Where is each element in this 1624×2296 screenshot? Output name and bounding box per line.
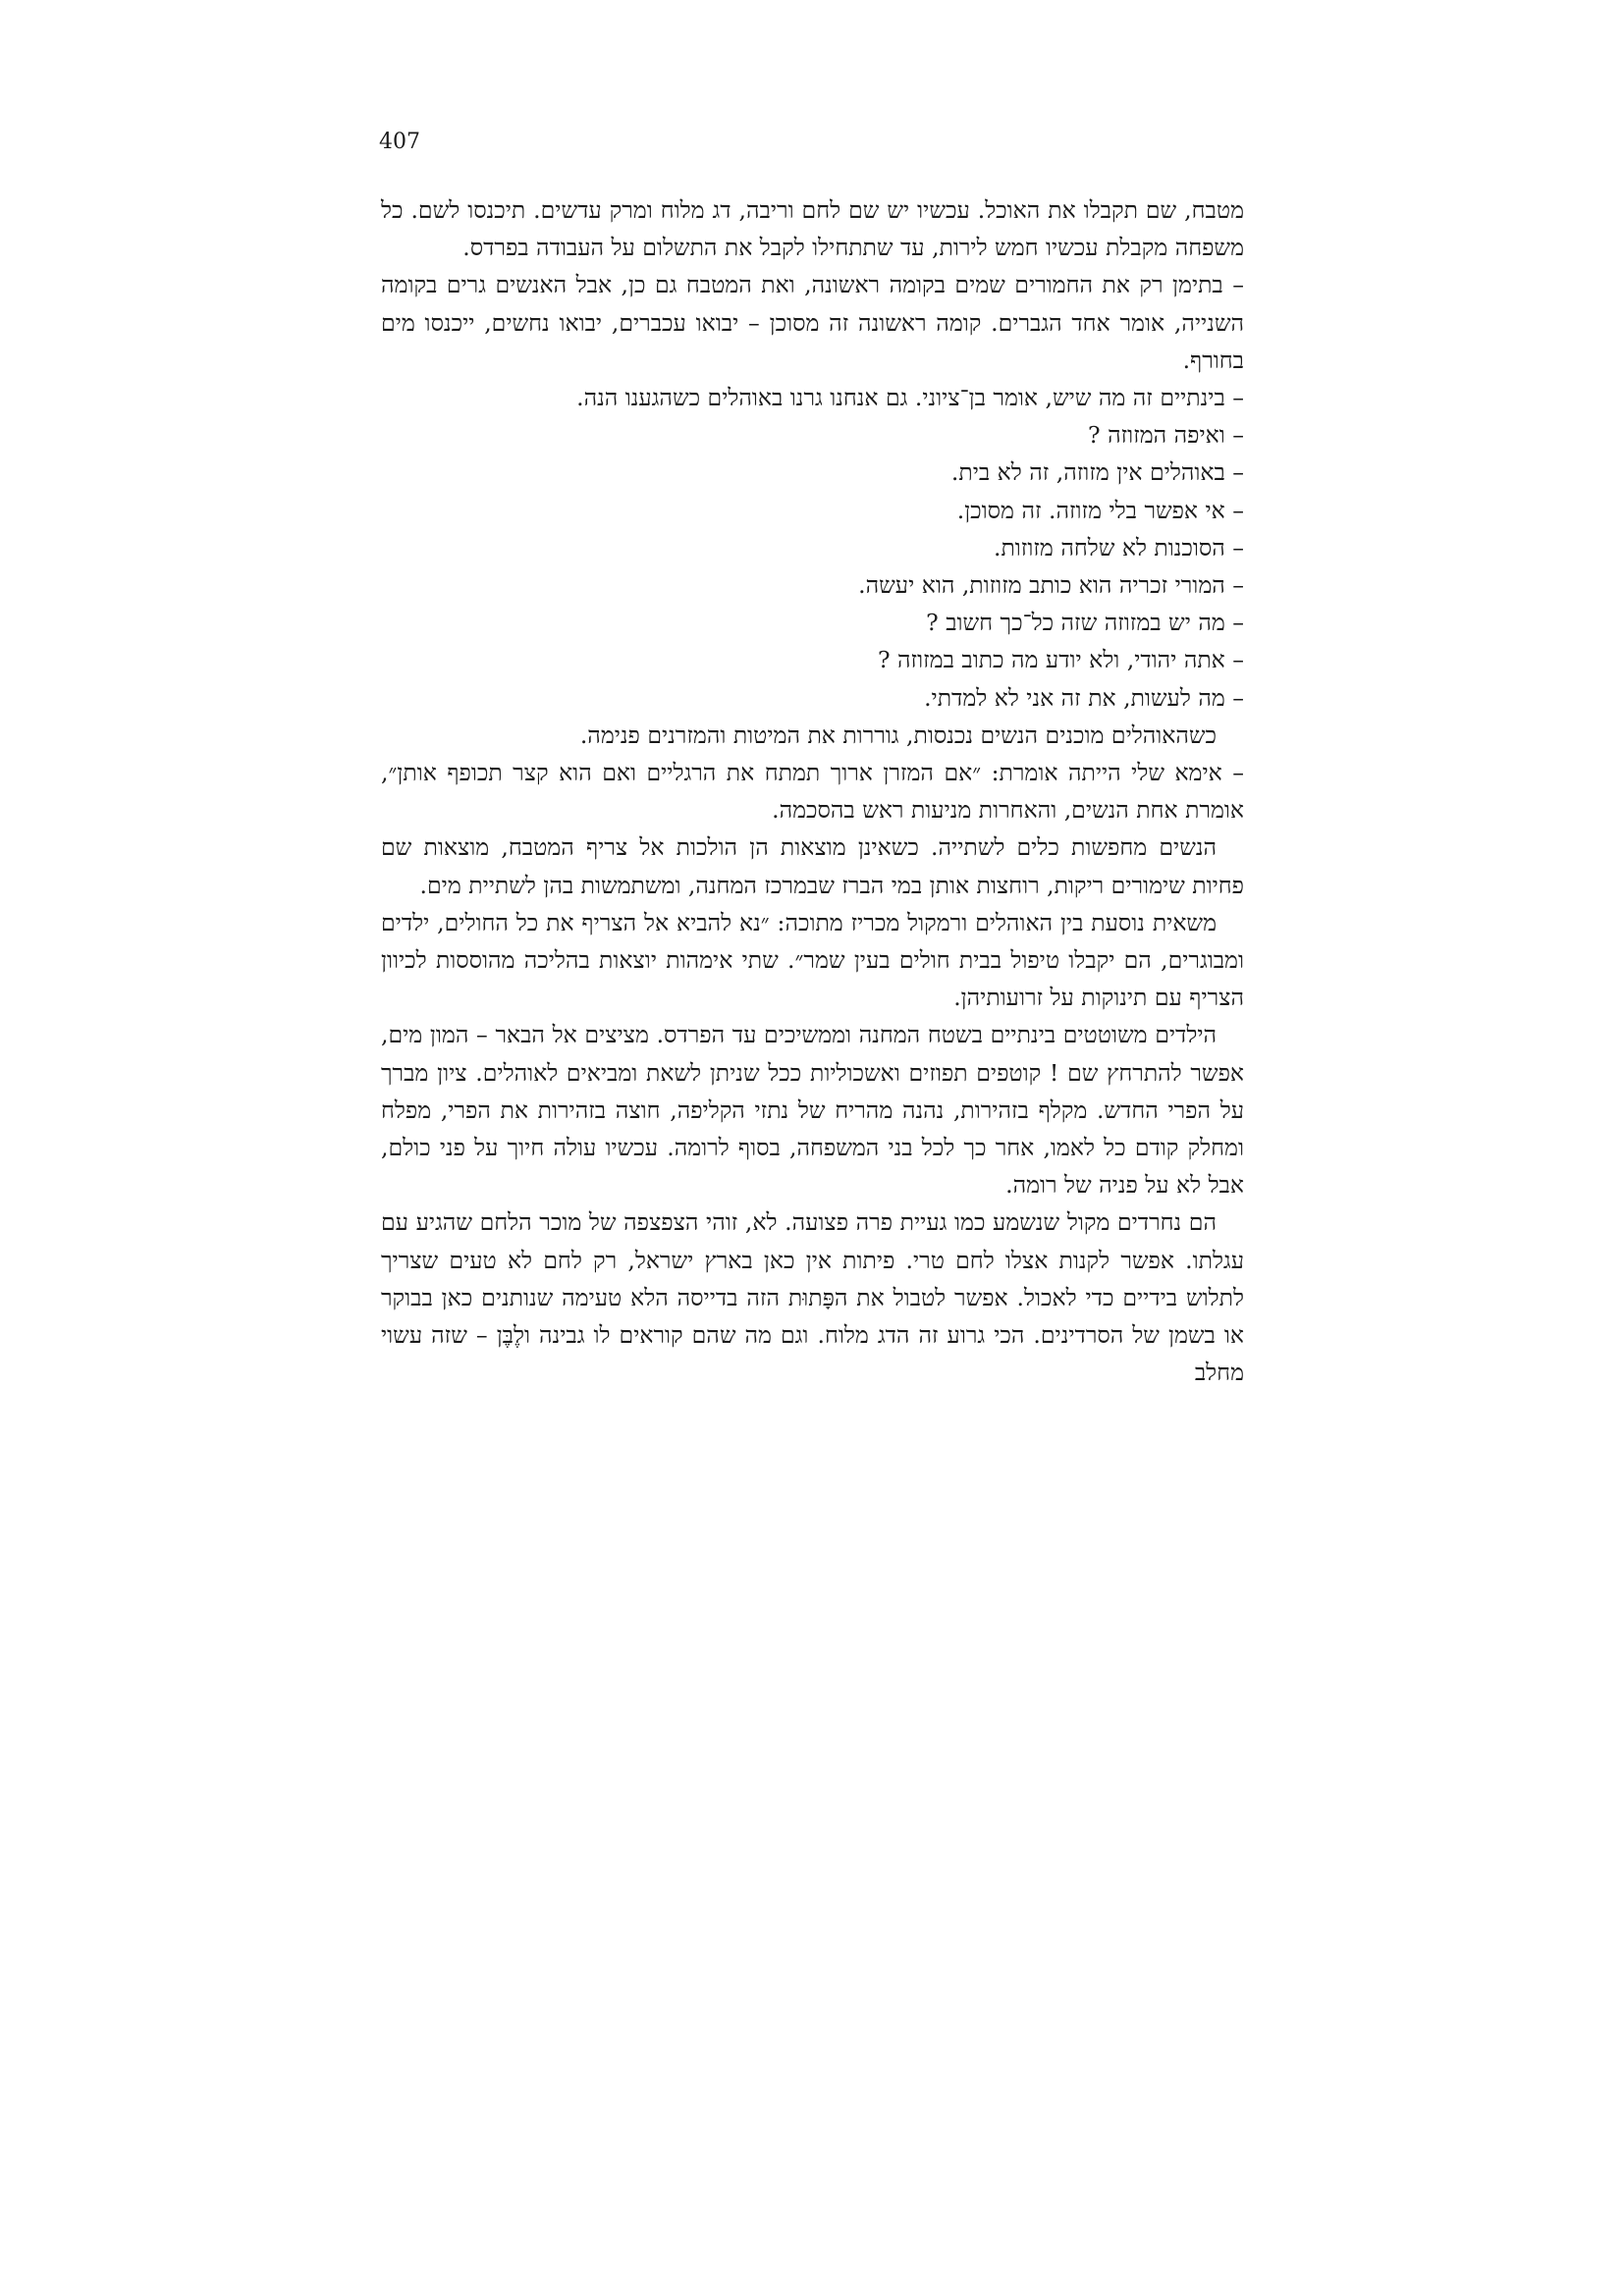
dialog-line: – באוהלים אין מזוזה, זה לא בית. — [950, 458, 1244, 487]
dialog-line: – אי אפשר בלי מזוזה. זה מסוכן. — [956, 496, 1244, 524]
dialog-line: – בינתיים זה מה שיש, אומר בן־ציוני. גם אנחנו גרנו באוהלים כשהגענו הנה. — [576, 384, 1244, 412]
body-text — [381, 191, 1244, 1392]
dialog-line: – בתימן רק את החמורים שמים בקומה ראשונה, ואת המטבח גם כן, אבל האנשים גרים בקומה השנייה, אומר אחד הגברים. קומה ראשונה זה מסוכן – יבואו עכברים, יבואו נחשים, ייכנסו מים בחורף. — [381, 271, 1244, 374]
paragraph: הילדים משוטטים בינתיים בשטח המחנה וממשיכים עד הפרדס. מציצים אל הבאר – המון מים, אפשר להתרחץ שם ! קוטפים תפוזים ואשכוליות ככל שניתן לשאת ומביאים לאוהלים. ציון מברך על הפרי החדש. מקלף בזהירות, נהנה מהריח של נתזי הקליפה, חוצה בזהירות את הפרי, מפלח ומחלק קודם כל לאמו, אחר כך לכל בני המשפחה, בסוף לרומה. עכשיו עולה חיוך על פני כולם, אבל לא על פניה של רומה. — [381, 1021, 1244, 1200]
paragraph: משאית נוסעת בין האוהלים ורמקול מכריז מתוכה: ״נא להביא אל הצריף את כל החולים, ילדים ומבוגרים, הם יקבלו טיפול בבית חולים בעין שמר״. שתי אימהות יוצאות בהליכה מהוססות לכיוון הצריף עם תינוקות על זרועותיהן. — [381, 908, 1244, 1012]
dialog-line: – ואיפה המזוזה ? — [1088, 421, 1244, 450]
paragraph: הנשים מחפשות כלים לשתייה. כשאינן מוצאות הן הולכות אל צריף המטבח, מוצאות שם פחיות שימורים ריקות, רוחצות אותן במי הברז שבמרכז המחנה, ומשתמשות בהן לשתיית מים. — [381, 833, 1244, 899]
dialog-line: – אימא שלי הייתה אומרת: ״אם המזרן ארוך תמתח את הרגליים ואם הוא קצר תכופף אותן״, אומרת אחת הנשים, והאחרות מניעות ראש בהסכמה. — [381, 759, 1244, 825]
dialog-line: – המורי זכריה הוא כותב מזוזות, הוא יעשה. — [858, 571, 1244, 600]
paragraph: מטבח, שם תקבלו את האוכל. עכשיו יש שם לחם וריבה, דג מלוח ומרק עדשים. תיכנסו לשם. כל משפחה מקבלת עכשיו חמש לירות, עד שתתחילו לקבל את התשלום על העבודה בפרדס. — [381, 196, 1244, 262]
dialog-line: – הסוכנות לא שלחה מזוזות. — [993, 533, 1244, 561]
dialog-line: – מה לעשות, את זה אני לא למדתי. — [924, 683, 1244, 712]
dialog-line: – אתה יהודי, ולא יודע מה כתוב במזוזה ? — [877, 646, 1244, 674]
dialog-line: – מה יש במזוזה שזה כל־כך חשוב ? — [926, 609, 1244, 637]
page-number: 407 — [379, 130, 420, 154]
paragraph: כשהאוהלים מוכנים הנשים נכנסות, גוררות את המיטות והמזרנים פנימה. — [579, 721, 1217, 749]
paragraph: הם נחרדים מקול שנשמע כמו געיית פרה פצועה. לא, זוהי הצפצפה של מוכר הלחם שהגיע עם עגלתו. אפשר לקנות אצלו לחם טרי. פיתות אין כאן בארץ ישראל, רק לחם לא טעים שצריך לתלוש בידיים כדי לאכול. אפשר לטבול את הפָּתוּת הזה בדייסה הלא טעימה שנותנים כאן בבוקר או בשמן של הסרדינים. הכי גרוע זה הדג מלוח. וגם מה שהם קוראים לו גבינה ולֶבֶּן – שזה עשוי מחלב — [381, 1208, 1244, 1387]
